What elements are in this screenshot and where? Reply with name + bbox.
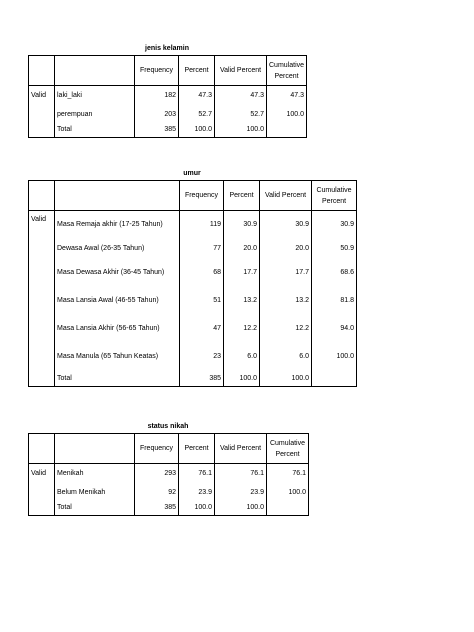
cell-cumulative: 76.1 <box>292 470 306 478</box>
cell-cumulative: 100.0 <box>288 488 306 496</box>
cell-frequency: 385 <box>135 501 179 516</box>
row-label: perempuan <box>57 110 93 118</box>
col-header-cumulative-percent: Cumulative Percent <box>312 181 357 211</box>
cell-frequency: 385 <box>135 123 179 138</box>
cell-cumulative <box>267 501 309 516</box>
col-header-valid-percent: Valid Percent <box>215 56 267 86</box>
table-row <box>29 211 357 239</box>
cell-cumulative: 68.6 <box>340 269 354 276</box>
group-label: Valid <box>29 211 55 239</box>
group-label: Valid <box>29 86 55 106</box>
cell-frequency: 182 <box>135 86 179 106</box>
col-header-cumulative-percent: Cumulative Percent <box>267 434 309 464</box>
corner-cell <box>29 56 55 86</box>
cell-valid-percent: 30.9 <box>260 211 312 239</box>
frequency-table-jenis-kelamin <box>28 55 307 138</box>
cell-percent: 12.2 <box>224 315 260 343</box>
cell-frequency: 47 <box>180 315 224 343</box>
row-label: laki_laki <box>57 92 82 100</box>
row-label: Total <box>57 126 72 134</box>
cell-percent: 100.0 <box>179 501 215 516</box>
cell-valid-percent: 20.0 <box>260 239 312 259</box>
table-row <box>29 343 357 371</box>
table-row <box>29 239 357 259</box>
cell-cumulative: 30.9 <box>340 221 354 229</box>
table-title-status-nikah: status nikah <box>147 423 189 430</box>
row-label: Masa Lansia Awal (46-55 Tahun) <box>57 297 159 304</box>
group-label: Valid <box>29 464 55 484</box>
cell-percent: 100.0 <box>179 123 215 138</box>
col-header-frequency: Frequency <box>180 181 224 211</box>
row-label: Total <box>57 504 72 512</box>
corner-cell <box>29 434 55 464</box>
frequency-table-status-nikah <box>28 433 309 516</box>
cell-valid-percent: 100.0 <box>215 501 267 516</box>
cell-valid-percent: 6.0 <box>260 343 312 371</box>
row-label: Masa Dewasa Akhir (36-45 Tahun) <box>57 269 165 276</box>
cell-frequency: 51 <box>180 287 224 315</box>
cell-cumulative: 81.8 <box>340 297 354 304</box>
corner-cell <box>55 56 135 86</box>
frequency-table-umur <box>28 180 357 387</box>
cell-cumulative <box>312 371 357 387</box>
cell-valid-percent: 23.9 <box>215 484 267 501</box>
cell-frequency: 119 <box>180 211 224 239</box>
cell-percent: 100.0 <box>224 371 260 387</box>
cell-cumulative: 50.9 <box>340 245 354 252</box>
row-label: Belum Menikah <box>57 488 106 496</box>
table-row <box>29 484 309 501</box>
cell-cumulative: 94.0 <box>340 325 354 332</box>
col-header-frequency: Frequency <box>135 434 179 464</box>
col-header-valid-percent: Valid Percent <box>215 434 267 464</box>
cell-cumulative: 100.0 <box>286 110 304 118</box>
corner-cell <box>55 181 180 211</box>
cell-valid-percent: 17.7 <box>260 259 312 287</box>
cell-percent: 52.7 <box>179 106 215 123</box>
corner-cell <box>29 181 55 211</box>
cell-frequency: 23 <box>180 343 224 371</box>
cell-percent: 13.2 <box>224 287 260 315</box>
cell-frequency: 77 <box>180 239 224 259</box>
table-row <box>29 106 307 123</box>
cell-valid-percent: 100.0 <box>260 371 312 387</box>
col-header-percent: Percent <box>179 434 215 464</box>
row-label: Dewasa Awal (26-35 Tahun) <box>57 245 145 252</box>
row-label: Masa Manula (65 Tahun Keatas) <box>57 353 159 360</box>
table-row <box>29 464 309 484</box>
cell-percent: 17.7 <box>224 259 260 287</box>
cell-valid-percent: 47.3 <box>215 86 267 106</box>
row-label: Total <box>57 374 72 382</box>
col-header-valid-percent: Valid Percent <box>260 181 312 211</box>
table-row <box>29 86 307 106</box>
cell-percent: 47.3 <box>179 86 215 106</box>
cell-cumulative: 47.3 <box>290 92 304 100</box>
cell-cumulative <box>267 123 307 138</box>
cell-valid-percent: 13.2 <box>260 287 312 315</box>
table-row <box>29 123 307 138</box>
table-title-umur: umur <box>183 170 201 177</box>
col-header-frequency: Frequency <box>135 56 179 86</box>
row-label: Masa Lansia Akhir (56-65 Tahun) <box>57 325 160 332</box>
table-row <box>29 315 357 343</box>
col-header-percent: Percent <box>179 56 215 86</box>
cell-frequency: 385 <box>180 371 224 387</box>
table-row <box>29 501 309 516</box>
table-row <box>29 371 357 387</box>
row-label: Masa Remaja akhir (17-25 Tahun) <box>57 221 163 229</box>
table-title-jenis-kelamin: jenis kelamin <box>145 45 189 52</box>
cell-cumulative: 100.0 <box>336 353 354 360</box>
corner-cell <box>55 434 135 464</box>
cell-percent: 23.9 <box>179 484 215 501</box>
cell-valid-percent: 52.7 <box>215 106 267 123</box>
cell-valid-percent: 100.0 <box>215 123 267 138</box>
cell-percent: 20.0 <box>224 239 260 259</box>
col-header-percent: Percent <box>224 181 260 211</box>
table-row <box>29 259 357 287</box>
table-row <box>29 287 357 315</box>
col-header-cumulative-percent: Cumulative Percent <box>267 56 307 86</box>
cell-valid-percent: 12.2 <box>260 315 312 343</box>
cell-percent: 30.9 <box>224 211 260 239</box>
cell-frequency: 203 <box>135 106 179 123</box>
cell-percent: 76.1 <box>179 464 215 484</box>
cell-frequency: 92 <box>135 484 179 501</box>
cell-percent: 6.0 <box>224 343 260 371</box>
cell-frequency: 68 <box>180 259 224 287</box>
row-label: Menikah <box>57 470 84 478</box>
cell-frequency: 293 <box>135 464 179 484</box>
cell-valid-percent: 76.1 <box>215 464 267 484</box>
